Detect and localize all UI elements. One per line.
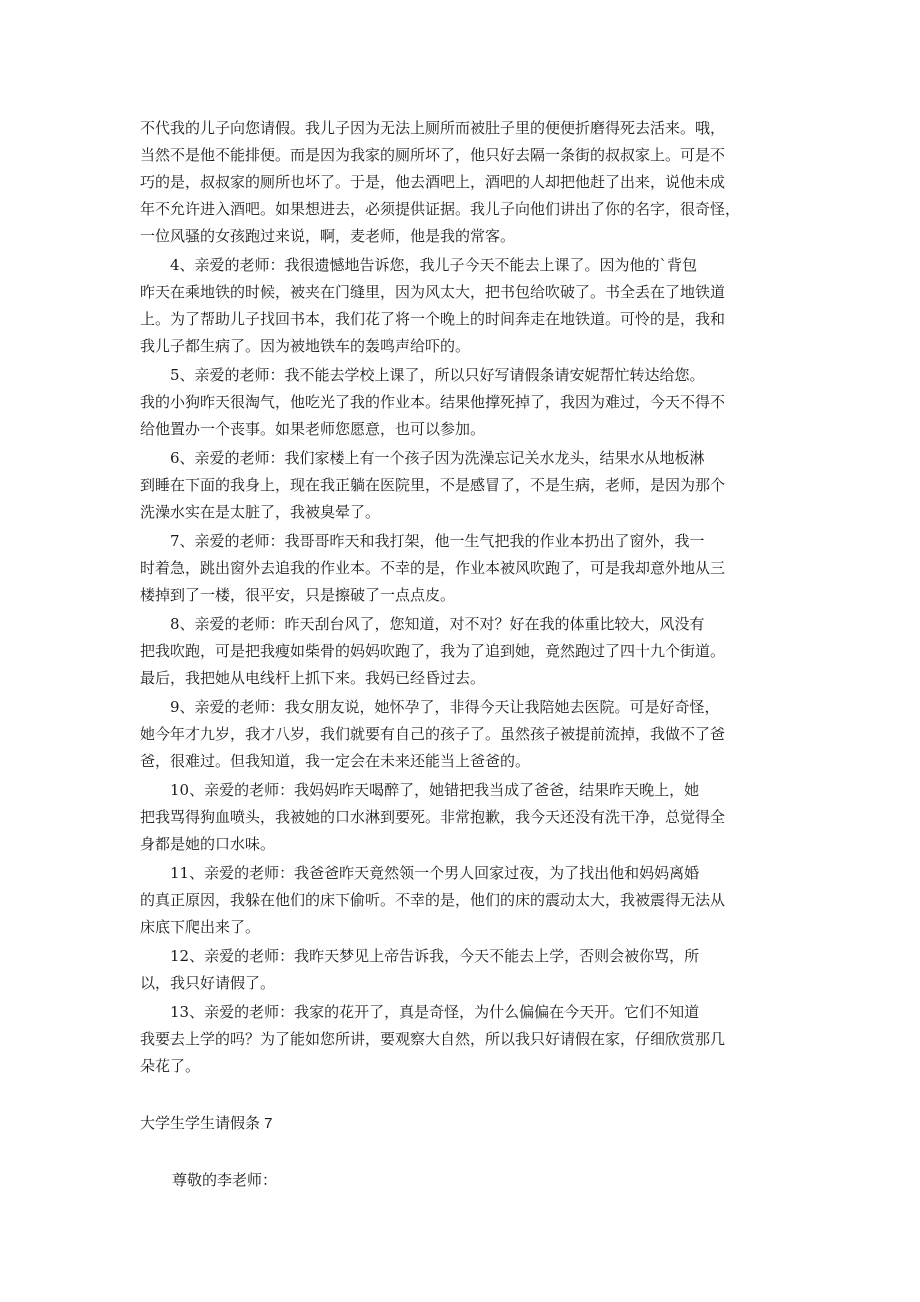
letter-salutation: 尊敬的李老师：	[172, 1171, 278, 1189]
text-line: 当然不是他不能排便。而是因为我家的厕所坏了，他只好去隔一条街的叔叔家上。可是不	[140, 146, 726, 164]
text-line: 巧的是，叔叔家的厕所也坏了。于是，他去酒吧上，酒吧的人却把他赶了出来，说他未成	[140, 173, 726, 191]
text-line: 5、亲爱的老师：我不能去学校上课了，所以只好写请假条请安妮帮忙转达给您。	[140, 366, 705, 384]
text-line: 身都是她的口水味。	[140, 835, 276, 853]
text-line: 把我骂得狗血喷头，我被她的口水淋到要死。非常抱歉，我今天还没有洗干净，总觉得全	[140, 808, 726, 826]
text-line: 我儿子都生病了。因为被地铁车的轰鸣声给吓的。	[140, 337, 471, 355]
text-line: 8、亲爱的老师：昨天刮台风了，您知道，对不对？好在我的体重比较大，风没有	[140, 615, 705, 633]
text-line: 我要去上学的吗？为了能如您所讲，要观察大自然，所以我只好请假在家，仔细欣赏那几	[140, 1030, 726, 1048]
text-line: 13、亲爱的老师：我家的花开了，真是奇怪，为什么偏偏在今天开。它们不知道	[140, 1003, 700, 1021]
text-line: 床底下爬出来了。	[140, 918, 261, 936]
text-line: 到睡在下面的我身上，现在我正躺在医院里，不是感冒了，不是生病，老师，是因为那个	[140, 476, 726, 494]
text-line: 11、亲爱的老师：我爸爸昨天竟然领一个男人回家过夜，为了找出他和妈妈离婚	[140, 864, 700, 882]
text-line: 年不允许进入酒吧。如果想进去，必须提供证据。我儿子向他们讲出了你的名字，很奇怪，	[140, 200, 741, 218]
text-line: 9、亲爱的老师：我女朋友说，她怀孕了，非得今天让我陪她去医院。可是好奇怪，	[140, 698, 720, 716]
text-line: 以，我只好请假了。	[140, 974, 276, 992]
text-line: 6、亲爱的老师：我们家楼上有一个孩子因为洗澡忘记关水龙头，结果水从地板淋	[140, 449, 705, 467]
text-line: 4、亲爱的老师：我很遗憾地告诉您，我儿子今天不能去上课了。因为他的`背包	[140, 256, 698, 274]
text-line: 10、亲爱的老师：我妈妈昨天喝醉了，她错把我当成了爸爸，结果昨天晚上，她	[140, 781, 700, 799]
text-line: 时着急，跳出窗外去追我的作业本。不幸的是，作业本被风吹跑了，可是我却意外地从三	[140, 559, 726, 577]
text-line: 爸，很难过。但我知道，我一定会在未来还能当上爸爸的。	[140, 752, 531, 770]
text-line: 7、亲爱的老师：我哥哥昨天和我打架，他一生气把我的作业本扔出了窗外，我一	[140, 532, 705, 550]
text-line: 一位风骚的女孩跑过来说，啊，麦老师，他是我的常客。	[140, 227, 516, 245]
text-line: 洗澡水实在是太脏了，我被臭晕了。	[140, 503, 381, 521]
section-heading: 大学生学生请假条 7	[140, 1115, 273, 1132]
text-line: 朵花了。	[140, 1057, 201, 1075]
text-line: 最后，我把她从电线杆上抓下来。我妈已经昏过去。	[140, 669, 486, 687]
text-line: 把我吹跑，可是把我瘦如柴骨的妈妈吹跑了，我为了追到她，竟然跑过了四十九个街道。	[140, 642, 726, 660]
text-line: 我的小狗昨天很淘气，他吃光了我的作业本。结果他撑死掉了，我因为难过，今天不得不	[140, 393, 726, 411]
text-line: 楼掉到了一楼，很平安，只是擦破了一点点皮。	[140, 586, 456, 604]
text-line: 她今年才九岁，我才八岁，我们就要有自己的孩子了。虽然孩子被提前流掉，我做不了爸	[140, 725, 726, 743]
text-line: 不代我的儿子向您请假。我儿子因为无法上厕所而被肚子里的便便折磨得死去活来。哦，	[140, 119, 726, 137]
text-line: 给他置办一个丧事。如果老师您愿意，也可以参加。	[140, 420, 486, 438]
text-line: 的真正原因，我躲在他们的床下偷听。不幸的是，他们的床的震动太大，我被震得无法从	[140, 891, 726, 909]
text-line: 12、亲爱的老师：我昨天梦见上帝告诉我，今天不能去上学，否则会被你骂，所	[140, 947, 700, 965]
text-line: 昨天在乘地铁的时候，被夹在门缝里，因为风太大，把书包给吹破了。书全丢在了地铁道	[140, 283, 726, 301]
text-line: 上。为了帮助儿子找回书本，我们花了将一个晚上的时间奔走在地铁道。可怜的是，我和	[140, 310, 726, 328]
